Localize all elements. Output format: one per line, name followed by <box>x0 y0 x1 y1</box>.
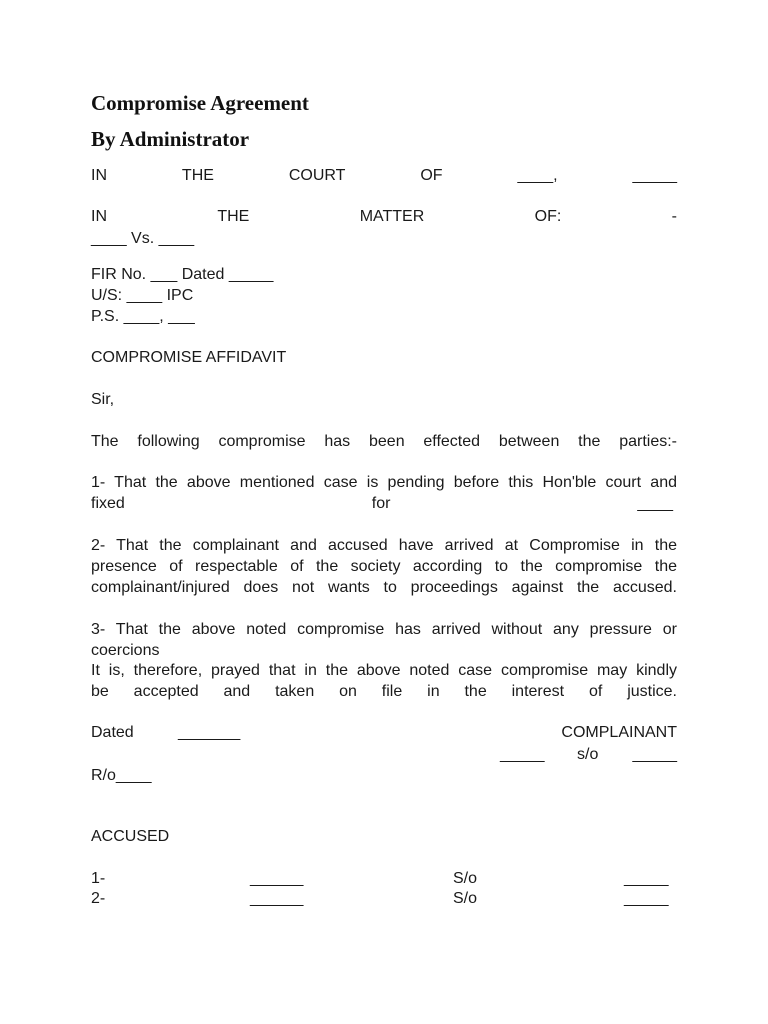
accused-father-blank: _____ <box>624 870 669 887</box>
p1-word: ____ <box>637 495 673 512</box>
complainant-father-blank: _____ <box>632 746 677 763</box>
paragraph-2-line-1: 2- That the complainant and accused have arrived at Compromise in the <box>91 537 677 554</box>
paragraph-1-line-2 <box>91 493 673 514</box>
court-line <box>91 165 677 186</box>
matter-word: IN <box>91 208 107 225</box>
dated-label: Dated <box>91 724 134 741</box>
court-word: ____, <box>517 167 558 184</box>
accused-name-blank: ______ <box>250 870 304 887</box>
matter-word: THE <box>217 208 250 225</box>
paragraph-2-line-2: presence of respectable of the society according to the compromise the <box>91 558 677 575</box>
document-title: Compromise Agreement <box>91 91 309 115</box>
matter-line <box>91 206 677 227</box>
court-word: OF <box>420 167 443 184</box>
complainant-label: COMPLAINANT <box>561 724 677 741</box>
paragraph-3-line-1: 3- That the above noted compromise has arrived without any pressure or <box>91 621 677 638</box>
accused-father-blank: _____ <box>624 890 669 907</box>
accused-number: 1- <box>91 870 106 887</box>
complainant-so: s/o <box>577 746 599 763</box>
court-word: THE <box>181 167 214 184</box>
us-line: U/S: ____ IPC <box>91 287 194 304</box>
document-byline: By Administrator <box>91 127 250 151</box>
paragraph-1-line-1: 1- That the above mentioned case is pending before this Hon'ble court and <box>91 474 677 491</box>
matter-word: - <box>671 208 677 225</box>
prayer-line-2: be accepted and taken on file in the interest of justice. <box>91 683 677 700</box>
fir-line: FIR No. ___ Dated _____ <box>91 266 274 283</box>
p1-word: fixed <box>91 495 125 512</box>
ps-line: P.S. ____, ___ <box>91 308 195 325</box>
accused-name-blank: ______ <box>250 890 304 907</box>
p1-word: for <box>371 495 391 512</box>
dated-blank: _______ <box>178 724 241 741</box>
accused-number: 2- <box>91 890 106 907</box>
residence-line: R/o____ <box>91 767 152 784</box>
accused-so: S/o <box>453 890 478 907</box>
court-word: IN <box>91 167 107 184</box>
court-word: _____ <box>632 167 677 184</box>
matter-word: OF: <box>534 208 562 225</box>
matter-continuation: ____ Vs. ____ <box>91 230 195 247</box>
matter-word: MATTER <box>359 208 425 225</box>
affidavit-heading: COMPROMISE AFFIDAVIT <box>91 349 287 366</box>
complainant-name-blank: _____ <box>500 746 545 763</box>
accused-so: S/o <box>453 870 478 887</box>
paragraph-3-line-2: coercions <box>91 642 160 659</box>
intro-line: The following compromise has been effected between the parties:- <box>91 433 677 450</box>
accused-heading: ACCUSED <box>91 828 170 845</box>
prayer-line-1: It is, therefore, prayed that in the above noted case compromise may kindly <box>91 662 677 679</box>
court-word: COURT <box>288 167 346 184</box>
paragraph-2-line-3: complainant/injured does not wants to proceedings against the accused. <box>91 579 677 596</box>
salutation: Sir, <box>91 391 115 408</box>
